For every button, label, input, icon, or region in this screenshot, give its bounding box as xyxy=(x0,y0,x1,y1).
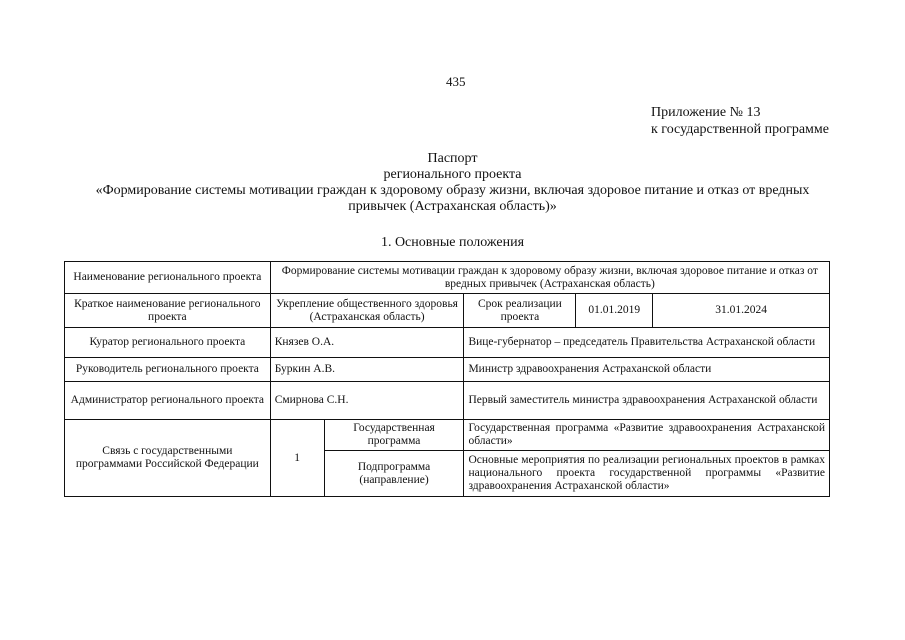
administrator-name: Смирнова С.Н. xyxy=(270,382,464,420)
short-name-value: Укрепление общественного здоровья (Астраханская область) xyxy=(270,294,464,328)
term-label: Срок реализации проекта xyxy=(464,294,576,328)
end-date: 31.01.2024 xyxy=(653,294,830,328)
table-row xyxy=(65,328,830,358)
appendix-line-1: Приложение № 13 xyxy=(651,105,761,120)
programs-link-label: Связь с государственными программами Российской Федерации xyxy=(65,420,271,497)
passport-table xyxy=(64,261,830,497)
administrator-position: Первый заместитель министра здравоохранения Астраханской области xyxy=(464,382,830,420)
programs-link-number: 1 xyxy=(270,420,324,497)
section-heading: 1. Основные положения xyxy=(380,235,525,250)
table-row xyxy=(65,420,830,451)
start-date: 01.01.2019 xyxy=(576,294,653,328)
passport-line-3: «Формирование системы мотивации граждан к здоровому образу жизни, включая здоровое питание и отказ от вредных xyxy=(95,183,810,198)
table-row xyxy=(65,294,830,328)
appendix-line-2: к государственной программе xyxy=(651,122,829,137)
passport-title xyxy=(60,151,845,215)
passport-line-1: Паспорт xyxy=(427,151,478,166)
state-program-label: Государственная программа xyxy=(324,420,464,451)
table-row xyxy=(65,262,830,294)
project-name-value: Формирование системы мотивации граждан к здоровому образу жизни, включая здоровое питание и отказ от вредных привычек (Астраханская область) xyxy=(270,262,829,294)
administrator-label: Администратор регионального проекта xyxy=(65,382,271,420)
short-name-label: Краткое наименование регионального проекта xyxy=(65,294,271,328)
appendix-header xyxy=(651,104,829,138)
table-row xyxy=(65,358,830,382)
curator-label: Куратор регионального проекта xyxy=(65,328,271,358)
head-position: Министр здравоохранения Астраханской области xyxy=(464,358,830,382)
curator-name: Князев О.А. xyxy=(270,328,464,358)
state-program-value: Государственная программа «Развитие здравоохранения Астраханской области» xyxy=(464,420,830,451)
subprogram-value: Основные мероприятия по реализации региональных проектов в рамках национального проекта государственной программы «Развитие здравоохранения Астраханской области» xyxy=(464,451,830,497)
passport-line-4: привычек (Астраханская область)» xyxy=(348,199,557,214)
subprogram-label: Подпрограмма (направление) xyxy=(324,451,464,497)
table-row xyxy=(65,382,830,420)
head-name: Буркин А.В. xyxy=(270,358,464,382)
head-label: Руководитель регионального проекта xyxy=(65,358,271,382)
passport-line-2: регионального проекта xyxy=(383,167,522,182)
curator-position: Вице-губернатор – председатель Правительства Астраханской области xyxy=(464,328,830,358)
project-name-label: Наименование регионального проекта xyxy=(65,262,271,294)
page-number: 435 xyxy=(446,74,466,89)
